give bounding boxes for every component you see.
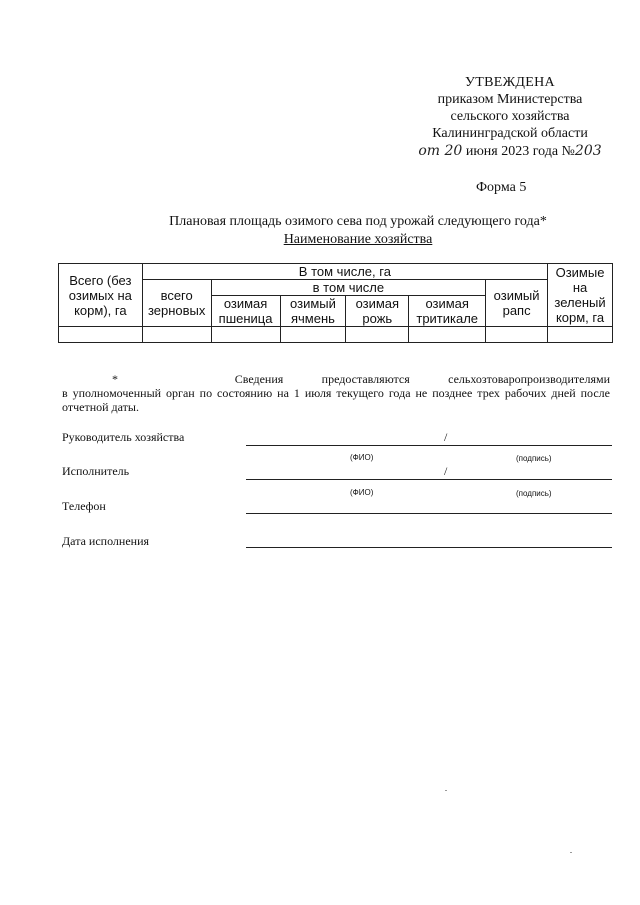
table-header-row-2 xyxy=(59,280,613,296)
header-wheat: озимая пшеница xyxy=(211,296,280,327)
header-barley: озимый ячмень xyxy=(280,296,346,327)
footnote-marker: * xyxy=(112,372,118,386)
date-line[interactable] xyxy=(246,547,612,548)
sowing-table xyxy=(58,263,613,343)
footnote-first-line xyxy=(62,372,610,386)
farm-name-heading: Наименование хозяйства xyxy=(283,232,433,247)
footnote-word-1: Сведения xyxy=(234,372,284,386)
approval-number-handwritten: 203 xyxy=(574,143,602,159)
date-label: Дата исполнения xyxy=(62,534,150,548)
cell-rye[interactable] xyxy=(346,327,409,343)
header-among: в том числе xyxy=(211,280,486,296)
table-row xyxy=(59,327,613,343)
approval-line-3: Калининградской области xyxy=(432,126,588,141)
footnote-text: в уполномоченный орган по состоянию на 1 июля текущего года не позднее трех рабочих дней после отчетной даты. xyxy=(62,386,610,414)
phone-label: Телефон xyxy=(62,499,106,513)
head-label: Руководитель хозяйства xyxy=(62,430,185,444)
approval-date-handwritten: от 20 xyxy=(418,143,463,159)
executor-label: Исполнитель xyxy=(62,464,130,478)
header-rapeseed: озимый рапс xyxy=(486,280,548,327)
approval-date-printed: июня 2023 года № xyxy=(465,144,575,159)
approval-title: УТВЕЖДЕНА xyxy=(465,75,555,90)
header-triticale: озимая тритикале xyxy=(409,296,486,327)
cell-grain-total[interactable] xyxy=(142,327,211,343)
executor-sign-caption: (подпись) xyxy=(516,489,552,498)
footnote-word-2: предоставляются xyxy=(321,372,410,386)
cell-total[interactable] xyxy=(59,327,143,343)
cell-triticale[interactable] xyxy=(409,327,486,343)
head-signature-line[interactable] xyxy=(246,445,612,446)
head-fio-caption: (ФИО) xyxy=(350,453,374,462)
cell-wheat[interactable] xyxy=(211,327,280,343)
executor-fio-caption: (ФИО) xyxy=(350,488,374,497)
cell-rapeseed[interactable] xyxy=(486,327,548,343)
executor-separator: / xyxy=(444,464,448,478)
header-including: В том числе, га xyxy=(142,264,547,280)
approval-block xyxy=(390,74,630,160)
form-number: Форма 5 xyxy=(476,180,527,195)
page-title: Плановая площадь озимого сева под урожай следующего года* xyxy=(169,214,547,229)
header-green-fodder: Озимые на зеленый корм, га xyxy=(548,264,613,327)
header-grain-total: всего зерновых xyxy=(142,280,211,327)
phone-line[interactable] xyxy=(246,513,612,514)
footnote-word-3: сельхозтоваропроизводителями xyxy=(448,372,611,386)
approval-line-1: приказом Министерства xyxy=(437,92,583,107)
executor-signature-line[interactable] xyxy=(246,479,612,480)
scan-speck xyxy=(570,852,572,853)
cell-barley[interactable] xyxy=(280,327,346,343)
header-total: Всего (без озимых на корм), га xyxy=(59,264,143,327)
scan-speck xyxy=(445,790,447,791)
approval-line-2: сельского хозяйства xyxy=(450,109,570,124)
header-rye: озимая рожь xyxy=(346,296,409,327)
approval-order-line xyxy=(390,143,630,160)
head-separator: / xyxy=(444,430,448,444)
cell-green-fodder[interactable] xyxy=(548,327,613,343)
footnote xyxy=(62,372,610,414)
table-header-row-1 xyxy=(59,264,613,280)
head-sign-caption: (подпись) xyxy=(516,454,552,463)
